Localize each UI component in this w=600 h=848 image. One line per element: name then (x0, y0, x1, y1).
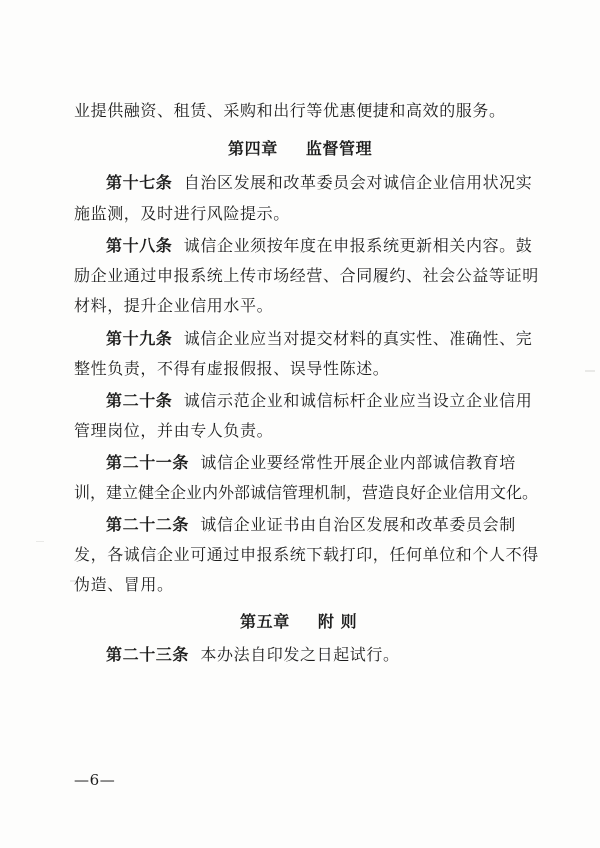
paragraph-continuation (74, 101, 506, 121)
text-line: 本办法自印发之日起试行。 (200, 645, 400, 664)
text-line: 材料，提升企业信用水平。 (74, 296, 274, 315)
article-20 (106, 391, 532, 411)
article-label: 第二十条 (106, 391, 173, 410)
chapter-heading (228, 139, 372, 159)
text-line: 整性负责，不得有虚报假报、误导性陈述。 (74, 359, 390, 378)
chapter-title: 附 则 (317, 612, 358, 631)
article-17 (106, 173, 532, 193)
scan-artifact (585, 370, 595, 372)
text-line: 自治区发展和改革委员会对诚信企业信用状况实 (183, 173, 533, 192)
chapter-title: 监督管理 (305, 139, 373, 158)
article-label: 第二十三条 (106, 645, 190, 664)
text-line: 业提供融资、租赁、采购和出行等优惠便捷和高效的服务。 (74, 101, 506, 120)
article-label: 第二十二条 (106, 515, 190, 534)
article-label: 第十七条 (106, 173, 173, 192)
chapter-number: 第五章 (240, 612, 290, 631)
article-21 (106, 453, 516, 473)
text-line: 励企业通过申报系统上传市场经营、合同履约、社会公益等证明 (74, 266, 539, 285)
article-label: 第十八条 (106, 236, 173, 255)
text-line: 伪造、冒用。 (74, 575, 174, 594)
chapter-number: 第四章 (228, 139, 278, 158)
article-19 (106, 329, 532, 349)
text-line: 诚信示范企业和诚信标杆企业应当设立企业信用 (183, 391, 533, 410)
article-23 (106, 645, 400, 665)
article-22 (106, 515, 516, 535)
text-line: 诚信企业要经常性开展企业内部诚信教育培 (200, 453, 516, 472)
text-line: 诚信企业须按年度在申报系统更新相关内容。鼓 (183, 236, 533, 255)
article-label: 第二十一条 (106, 453, 190, 472)
chapter-heading (240, 612, 357, 632)
text-line: 训，建立健全企业内外部诚信管理机制，营造良好企业信用文化。 (74, 483, 539, 502)
text-line: 管理岗位，并由专人负责。 (74, 421, 274, 440)
text-line: 诚信企业应当对提交材料的真实性、准确性、完 (183, 329, 533, 348)
article-18 (106, 236, 532, 256)
text-line: 诚信企业证书由自治区发展和改革委员会制 (200, 515, 516, 534)
text-line: 发，各诚信企业可通过申报系统下载打印，任何单位和个人不得 (74, 545, 539, 564)
scan-artifact (36, 541, 44, 542)
text-line: 施监测，及时进行风险提示。 (74, 204, 290, 223)
page-number: —6— (74, 771, 116, 789)
article-label: 第十九条 (106, 329, 173, 348)
